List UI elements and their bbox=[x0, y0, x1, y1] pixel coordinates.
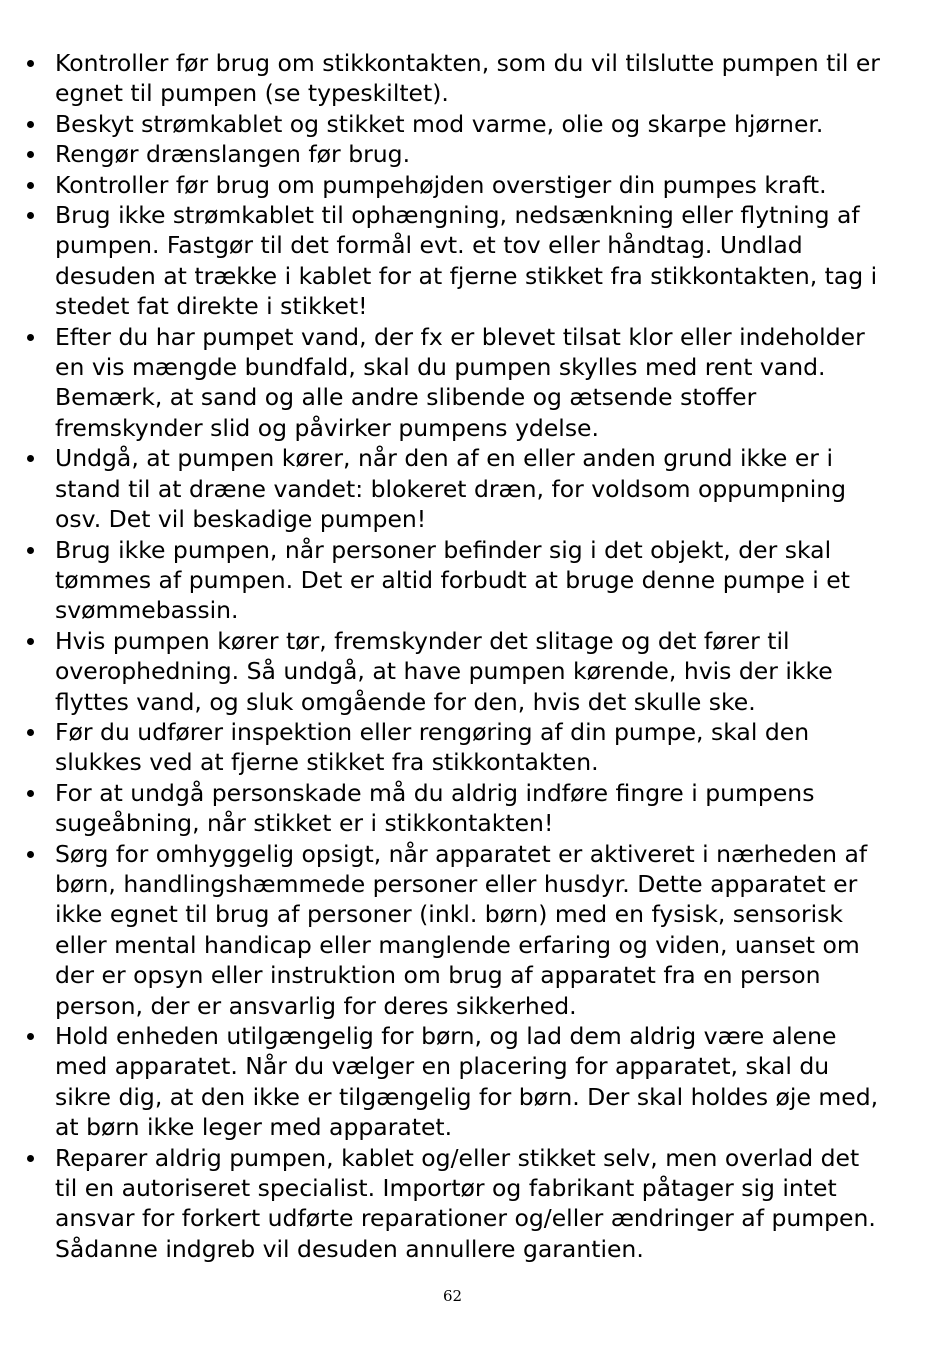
list-item bbox=[0, 1021, 950, 1143]
list-item-text: Brug ikke strømkablet til ophængning, nedsænkning eller flytning af pumpen. Fastgør til det formål evt. et tov eller håndtag. Undlad desuden at trække i kablet for at fjerne stikket fra stikkontakten, tag i stedet fat direkte i stikket! bbox=[55, 201, 878, 321]
list-item-text: Beskyt strømkablet og stikket mod varme, olie og skarpe hjørner. bbox=[55, 109, 824, 138]
list-item bbox=[0, 48, 950, 109]
list-item-text: Sørg for omhyggelig opsigt, når apparatet er aktiveret i nærheden af børn, handlingshæmmede personer eller husdyr. Dette apparatet er ikke egnet til brug af personer (inkl. børn) med en fysisk, sensorisk eller mental handicap eller manglende erfaring og viden, uanset om der er opsyn eller instruktion om brug af apparatet fra en person person, der er ansvarlig for deres sikkerhed. bbox=[55, 839, 868, 1020]
bullet-icon bbox=[27, 455, 34, 462]
list-item-text: Brug ikke pumpen, når personer befinder sig i det objekt, der skal tømmes af pumpen. Det er altid forbudt at bruge denne pumpe i et svømmebassin. bbox=[55, 535, 850, 625]
list-item-text: Efter du har pumpet vand, der fx er blevet tilsat klor eller indeholder en vis mængde bundfald, skal du pumpen skylles med rent vand. Bemærk, at sand og alle andre slibende og ætsende stoffer fremskynder slid og påvirker pumpens ydelse. bbox=[55, 322, 865, 442]
list-item-text: Undgå, at pumpen kører, når den af en eller anden grund ikke er i stand til at dræne vandet: blokeret dræn, for voldsom oppumpning osv. Det vil beskadige pumpen! bbox=[55, 444, 847, 534]
list-item bbox=[0, 200, 950, 322]
list-item bbox=[0, 109, 950, 139]
bullet-icon bbox=[27, 60, 34, 67]
list-item bbox=[0, 170, 950, 200]
page-number: 62 bbox=[442, 1287, 463, 1305]
list-item-text: Rengør drænslangen før brug. bbox=[55, 140, 411, 169]
list-item-text: Reparer aldrig pumpen, kablet og/eller stikket selv, men overlad det til en autoriseret specialist. Importør og fabrikant påtager sig intet ansvar for forkert udførte reparationer og/eller ændringer af pumpen. Sådanne indgreb vil desuden annullere garantien. bbox=[55, 1143, 876, 1263]
list-item bbox=[0, 717, 950, 778]
list-item bbox=[0, 839, 950, 1021]
list-item-text: For at undgå personskade må du aldrig indføre fingre i pumpens sugeåbning, når stikket er i stikkontakten! bbox=[55, 778, 815, 838]
list-item bbox=[0, 626, 950, 717]
list-item-text: Kontroller før brug om pumpehøjden overstiger din pumpes kraft. bbox=[55, 170, 827, 199]
list-item-text: Kontroller før brug om stikkontakten, som du vil tilslutte pumpen til er egnet til pumpen (se typeskiltet). bbox=[55, 49, 880, 108]
list-item bbox=[0, 778, 950, 839]
list-item bbox=[0, 1143, 950, 1265]
bullet-icon bbox=[27, 182, 34, 189]
bullet-icon bbox=[27, 121, 34, 128]
list-item bbox=[0, 322, 950, 444]
bullet-icon bbox=[27, 851, 34, 858]
list-item bbox=[0, 443, 950, 534]
list-item-text: Hvis pumpen kører tør, fremskynder det slitage og det fører til overophedning. Så undgå, at have pumpen kørende, hvis der ikke flyttes vand, og sluk omgående for den, hvis det skulle ske. bbox=[55, 626, 833, 716]
bullet-icon bbox=[27, 1033, 34, 1040]
list-item bbox=[0, 535, 950, 626]
bullet-icon bbox=[27, 547, 34, 554]
list-item-text: Hold enheden utilgængelig for børn, og lad dem aldrig være alene med apparatet. Når du vælger en placering for apparatet, skal du sikre dig, at den ikke er tilgængelig for børn. Der skal holdes øje med, at børn ikke leger med apparatet. bbox=[55, 1022, 879, 1142]
bullet-icon bbox=[27, 212, 34, 219]
bullet-icon bbox=[27, 638, 34, 645]
list-item-text: Før du udfører inspektion eller rengøring af din pumpe, skal den slukkes ved at fjerne stikket fra stikkontakten. bbox=[55, 717, 810, 777]
bullet-icon bbox=[27, 729, 34, 736]
bullet-icon bbox=[27, 151, 34, 158]
bullet-icon bbox=[27, 1155, 34, 1162]
safety-instructions-list bbox=[0, 48, 950, 1264]
bullet-icon bbox=[27, 790, 34, 797]
bullet-icon bbox=[27, 334, 34, 341]
list-item bbox=[0, 139, 950, 169]
